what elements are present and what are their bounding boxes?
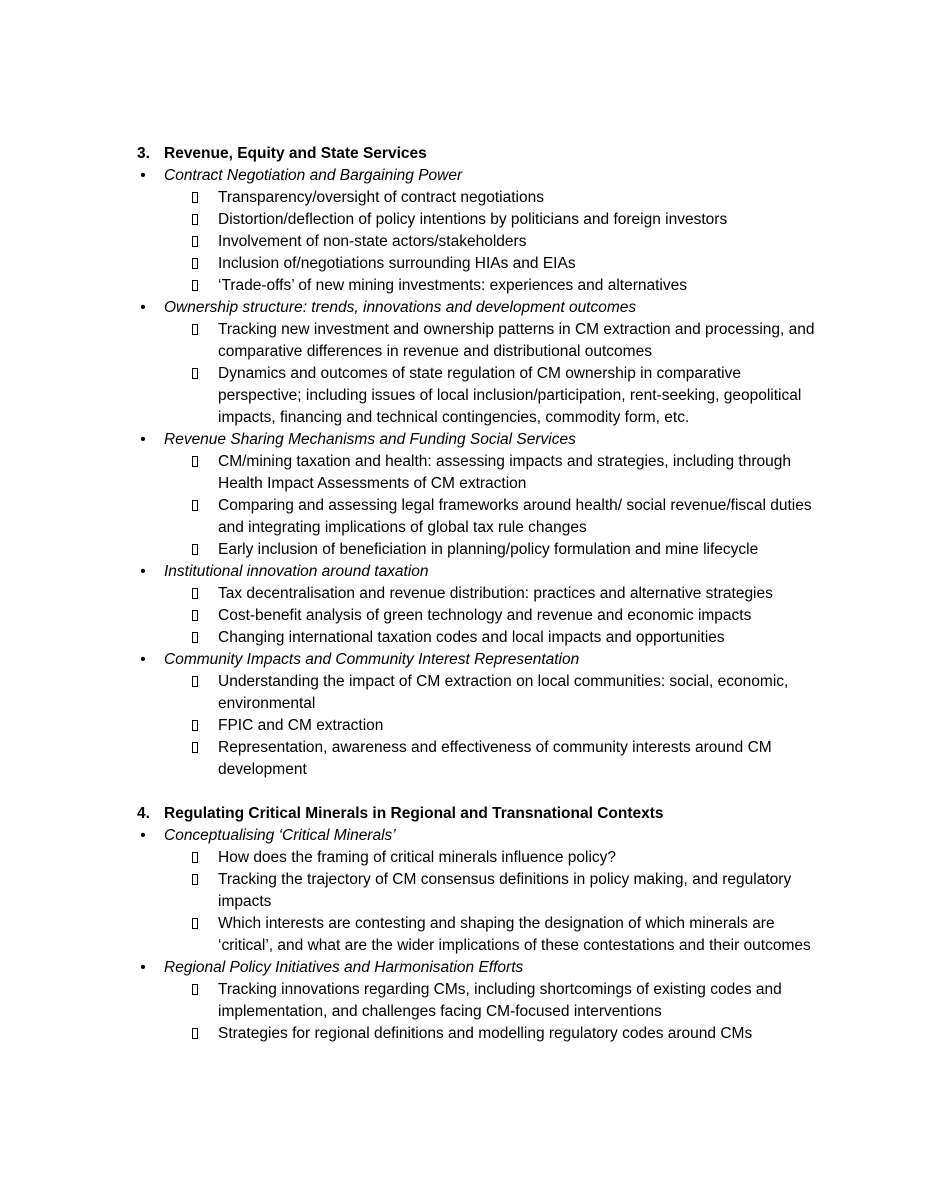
list-item-text: Tracking the trajectory of CM consensus definitions in policy making, and regulatory impacts [218, 871, 792, 910]
list-item-text: Inclusion of/negotiations surrounding HIAs and EIAs [218, 255, 576, 272]
list-item-text: How does the framing of critical minerals influence policy? [218, 849, 617, 866]
missing-glyph-box-icon [192, 368, 198, 379]
missing-glyph-box-icon [192, 720, 198, 731]
missing-glyph-box-icon [192, 192, 198, 203]
list-item-text: Comparing and assessing legal frameworks around health/ social revenue/fiscal duties and integrating implications of global tax rule changes [218, 497, 812, 536]
missing-glyph-box-icon [192, 1028, 198, 1039]
missing-glyph-box-icon [192, 324, 198, 335]
list-item-text: Distortion/deflection of policy intentions by politicians and foreign investors [218, 211, 728, 228]
list-item-text: Representation, awareness and effectiveness of community interests around CM development [218, 739, 772, 778]
bullet-icon: • [140, 167, 146, 184]
section-heading [0, 803, 927, 825]
missing-glyph-box-icon [192, 500, 198, 511]
topic-heading [0, 297, 927, 319]
section-heading [0, 143, 927, 165]
missing-glyph-box-icon [192, 258, 198, 269]
list-item [0, 605, 818, 627]
list-item-text: Tax decentralisation and revenue distribution: practices and alternative strategies [218, 585, 773, 602]
list-item [0, 1023, 818, 1045]
list-item [0, 913, 818, 957]
list-item-text: Transparency/oversight of contract negotiations [218, 189, 544, 206]
list-item-text: CM/mining taxation and health: assessing impacts and strategies, including through Health Impact Assessments of CM extraction [218, 453, 791, 492]
list-item [0, 187, 818, 209]
topic [0, 297, 927, 429]
topic [0, 957, 927, 1045]
list-item [0, 539, 818, 561]
bullet-icon: • [140, 651, 146, 668]
list-item [0, 319, 818, 363]
list-item-text: Cost-benefit analysis of green technology and revenue and economic impacts [218, 607, 752, 624]
list-item [0, 451, 818, 495]
list-item-text: Changing international taxation codes and local impacts and opportunities [218, 629, 725, 646]
topic-heading [0, 429, 927, 451]
bullet-icon: • [140, 827, 146, 844]
topic-title: Community Impacts and Community Interest Representation [164, 651, 580, 668]
topic-heading [0, 649, 927, 671]
bullet-icon: • [140, 959, 146, 976]
topic-title: Regional Policy Initiatives and Harmonisation Efforts [164, 959, 524, 976]
list-item [0, 979, 818, 1023]
bullet-icon: • [140, 431, 146, 448]
list-item [0, 847, 818, 869]
section [0, 143, 927, 781]
list-item-text: Understanding the impact of CM extraction on local communities: social, economic, environmental [218, 673, 789, 712]
topic [0, 165, 927, 297]
topic-heading [0, 825, 927, 847]
list-item [0, 253, 818, 275]
missing-glyph-box-icon [192, 918, 198, 929]
list-item [0, 869, 818, 913]
list-item [0, 363, 818, 429]
missing-glyph-box-icon [192, 874, 198, 885]
topic-title: Ownership structure: trends, innovations and development outcomes [164, 299, 637, 316]
topic [0, 429, 927, 561]
missing-glyph-box-icon [192, 984, 198, 995]
topic [0, 825, 927, 957]
topic-title: Institutional innovation around taxation [164, 563, 429, 580]
topic-heading [0, 957, 927, 979]
list-item-text: Tracking new investment and ownership patterns in CM extraction and processing, and comparative differences in revenue and distributional outcomes [218, 321, 815, 360]
missing-glyph-box-icon [192, 236, 198, 247]
list-item [0, 627, 818, 649]
topic-heading [0, 561, 927, 583]
missing-glyph-box-icon [192, 544, 198, 555]
list-item [0, 209, 818, 231]
list-item-text: Which interests are contesting and shaping the designation of which minerals are ‘critical’, and what are the wider implications of these contestations and their outcomes [218, 915, 811, 954]
missing-glyph-box-icon [192, 676, 198, 687]
missing-glyph-box-icon [192, 214, 198, 225]
list-item [0, 737, 818, 781]
missing-glyph-box-icon [192, 632, 198, 643]
list-item [0, 583, 818, 605]
missing-glyph-box-icon [192, 742, 198, 753]
list-item-text: ‘Trade-offs’ of new mining investments: experiences and alternatives [218, 277, 687, 294]
list-item [0, 275, 818, 297]
list-item-text: FPIC and CM extraction [218, 717, 384, 734]
topic-title: Revenue Sharing Mechanisms and Funding Social Services [164, 431, 576, 448]
topic [0, 561, 927, 649]
missing-glyph-box-icon [192, 610, 198, 621]
list-item-text: Dynamics and outcomes of state regulation of CM ownership in comparative perspective; including issues of local inclusion/participation, rent-seeking, geopolitical impacts, financing and technical contingencies, commodity form, etc. [218, 365, 802, 426]
missing-glyph-box-icon [192, 588, 198, 599]
topic-heading [0, 165, 927, 187]
missing-glyph-box-icon [192, 456, 198, 467]
list-item [0, 671, 818, 715]
list-item [0, 715, 818, 737]
section-number: 4. [137, 805, 150, 822]
bullet-icon: • [140, 299, 146, 316]
document-body [0, 143, 927, 1045]
topic [0, 649, 927, 781]
section-title: Regulating Critical Minerals in Regional and Transnational Contexts [164, 805, 664, 822]
missing-glyph-box-icon [192, 852, 198, 863]
list-item-text: Early inclusion of beneficiation in planning/policy formulation and mine lifecycle [218, 541, 759, 558]
section-title: Revenue, Equity and State Services [164, 145, 427, 162]
list-item-text: Tracking innovations regarding CMs, including shortcomings of existing codes and implementation, and challenges facing CM-focused interventions [218, 981, 782, 1020]
section-number: 3. [137, 145, 150, 162]
list-item [0, 231, 818, 253]
section [0, 803, 927, 1045]
bullet-icon: • [140, 563, 146, 580]
topic-title: Conceptualising ‘Critical Minerals’ [164, 827, 396, 844]
list-item [0, 495, 818, 539]
list-item-text: Involvement of non-state actors/stakeholders [218, 233, 527, 250]
missing-glyph-box-icon [192, 280, 198, 291]
topic-title: Contract Negotiation and Bargaining Power [164, 167, 463, 184]
list-item-text: Strategies for regional definitions and modelling regulatory codes around CMs [218, 1025, 753, 1042]
